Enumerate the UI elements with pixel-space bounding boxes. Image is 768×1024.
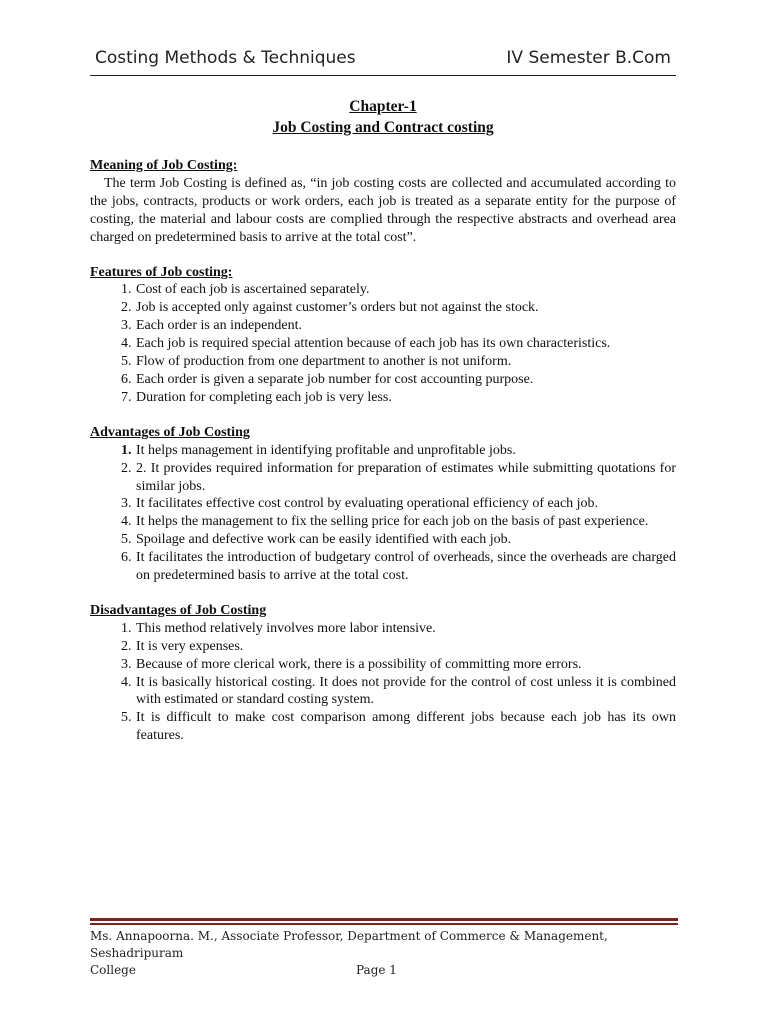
list-item: 1. It helps management in identifying profitable and unprofitable jobs. [135, 442, 676, 460]
footer-rule-thin [90, 923, 678, 925]
chapter-heading: Chapter-1 [349, 98, 417, 115]
list-item: 6. It facilitates the introduction of budgetary control of overheads, since the overheads are charged on predetermined basis to arrive at the total cost. [135, 549, 676, 585]
list-item: 4. Each job is required special attention because of each job has its own characteristics. [135, 335, 676, 353]
section-title-disadvantages: Disadvantages of Job Costing [90, 602, 267, 618]
list-item: 5. Spoilage and defective work can be easily identified with each job. [135, 531, 676, 549]
header-semester: IV Semester B.Com [506, 48, 671, 68]
footer-rule-thick [90, 918, 678, 921]
list-item: 3. It facilitates effective cost control by evaluating operational efficiency of each job. [135, 495, 676, 513]
list-item: 2. Job is accepted only against customer’s orders but not against the stock. [135, 299, 676, 317]
section-title-advantages: Advantages of Job Costing [90, 424, 250, 440]
header-course-title: Costing Methods & Techniques [95, 48, 356, 68]
list-item: 5. Flow of production from one department to another is not uniform. [135, 353, 676, 371]
features-list [90, 281, 676, 406]
page-number: Page 1 [356, 963, 397, 977]
list-item: 1. Cost of each job is ascertained separately. [135, 281, 676, 299]
meaning-paragraph: The term Job Costing is defined as, “in job costing costs are collected and accumulated according to the jobs, contracts, products or work orders, each job is treated as a separate entity for the purpose of costing, the material and labour costs are complied through the respective abstracts and overhead area charged on predetermined basis to arrive at the total cost”. [90, 175, 676, 245]
chapter-subtitle: Job Costing and Contract costing [272, 119, 494, 136]
document-body [90, 96, 676, 745]
list-item: 3. Because of more clerical work, there is a possibility of committing more errors. [135, 656, 676, 674]
list-item: 2. 2. It provides required information for preparation of estimates while submitting quotations for similar jobs. [135, 460, 676, 496]
section-title-features: Features of Job costing: [90, 264, 233, 280]
list-item: 1. This method relatively involves more labor intensive. [135, 620, 676, 638]
list-item: 4. It helps the management to fix the selling price for each job on the basis of past experience. [135, 513, 676, 531]
list-item: 4. It is basically historical costing. It does not provide for the control of cost unless it is combined with estimated or standard costing system. [135, 674, 676, 710]
list-item: 3. Each order is an independent. [135, 317, 676, 335]
advantages-list [90, 442, 676, 585]
page-header [90, 48, 676, 72]
list-item: 7. Duration for completing each job is very less. [135, 389, 676, 407]
disadvantages-list [90, 620, 676, 745]
header-divider [90, 75, 676, 76]
section-title-meaning: Meaning of Job Costing: [90, 158, 238, 173]
list-item: 5. It is difficult to make cost comparison among different jobs because each job has its own features. [135, 709, 676, 745]
list-item: 6. Each order is given a separate job number for cost accounting purpose. [135, 371, 676, 389]
list-item: 2. It is very expenses. [135, 638, 676, 656]
footer-author: Ms. Annapoorna. M., Associate Professor, Department of Commerce & Management, Seshadripuram [90, 929, 608, 960]
footer-college: College [90, 963, 136, 977]
page-footer [90, 928, 680, 979]
